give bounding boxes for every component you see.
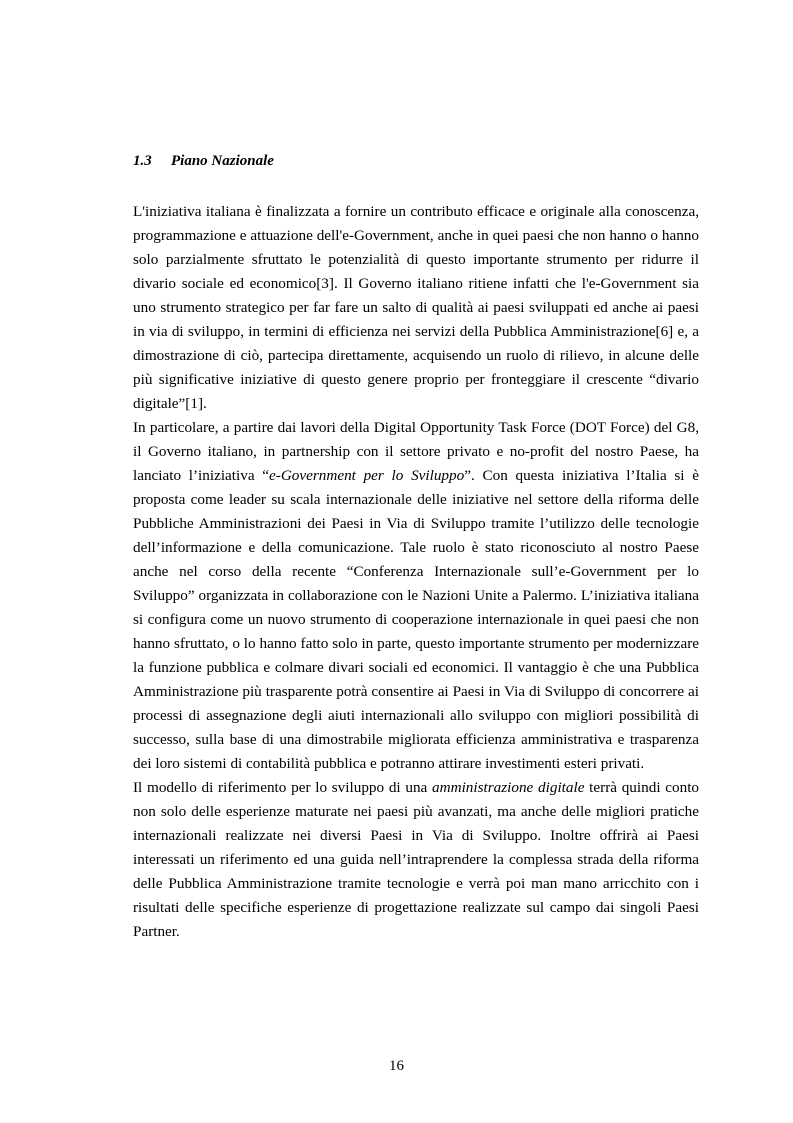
paragraph-dot-force	[133, 416, 699, 776]
page-number: 16	[389, 1058, 404, 1074]
paragraph-text: In particolare, a partire dai lavori della Digital Opportunity Task Force (DOT Force) del G8, il Governo italiano, in partnership con il settore privato e no-profit del nostro Paese, ha lanciato l’iniziativa “	[133, 419, 699, 484]
section-title: Piano Nazionale	[171, 153, 274, 169]
body-text	[133, 200, 699, 944]
section-number: 1.3	[133, 153, 152, 169]
emphasis-text: amministrazione digitale	[432, 779, 585, 796]
paragraph-text: Il modello di riferimento per lo sviluppo di una	[133, 779, 433, 796]
paragraph-text: terrà quindi conto non solo delle esperienze maturate nei paesi più avanzati, ma anche delle migliori pratiche internazionali realizzate nei diversi Paesi in Via di Sviluppo. Inoltre offrirà ai Paesi interessati un riferimento ed una guida nell’intraprendere la complessa strada della riforma delle Pubblica Amministrazione tramite tecnologie e verrà poi man mano arricchito con i risultati delle specifiche esperienze di progettazione realizzate sul campo dai singoli Paesi Partner.	[133, 779, 700, 940]
paragraph-text: L'iniziativa italiana è finalizzata a fornire un contributo efficace e originale alla conoscenza, programmazione e attuazione dell'e-Government, anche in quei paesi che non hanno o hanno solo parzialmente sfruttato le potenzialità di questo importante strumento per ridurre il divario sociale ed economico[3]. Il Governo italiano ritiene infatti che l'e-Government sia uno strumento strategico per far fare un salto di qualità ai paesi sviluppati ed anche ai paesi in via di sviluppo, in termini di efficienza nei servizi della Pubblica Amministrazione[6] e, a dimostrazione di ciò, partecipa direttamente, acquisendo un ruolo di rilievo, in alcune delle più significative iniziative di questo genere proprio per fronteggiare il crescente “divario digitale”[1].	[133, 203, 699, 412]
paragraph-model	[133, 776, 699, 944]
section-heading	[133, 150, 699, 172]
emphasis-text: e-Government per lo Sviluppo	[269, 467, 465, 484]
paragraph-intro	[133, 200, 699, 416]
paragraph-text: ”. Con questa iniziativa l’Italia si è proposta come leader su scala internazionale delle iniziative nel settore della riforma delle Pubbliche Amministrazioni dei Paesi in Via di Sviluppo tramite l’utilizzo delle tecnologie dell’informazione e della comunicazione. Tale ruolo è stato riconosciuto al nostro Paese anche nel corso della recente “Conferenza Internazionale sull’e-Government per lo Sviluppo” organizzata in collaborazione con le Nazioni Unite a Palermo. L’iniziativa italiana si configura come un nuovo strumento di cooperazione internazionale in quei paesi che non hanno sfruttato, o lo hanno fatto solo in parte, questo importante strumento per modernizzare la funzione pubblica e colmare divari sociali ed economici. Il vantaggio è che una Pubblica Amministrazione più trasparente potrà consentire ai Paesi in Via di Sviluppo di concorrere ai processi di assegnazione degli aiuti internazionali allo sviluppo con migliori possibilità di successo, sulla base di una dimostrabile migliorata efficienza amministrativa e trasparenza dei loro sistemi di contabilità pubblica e potranno attirare investimenti esteri privati.	[133, 467, 699, 772]
